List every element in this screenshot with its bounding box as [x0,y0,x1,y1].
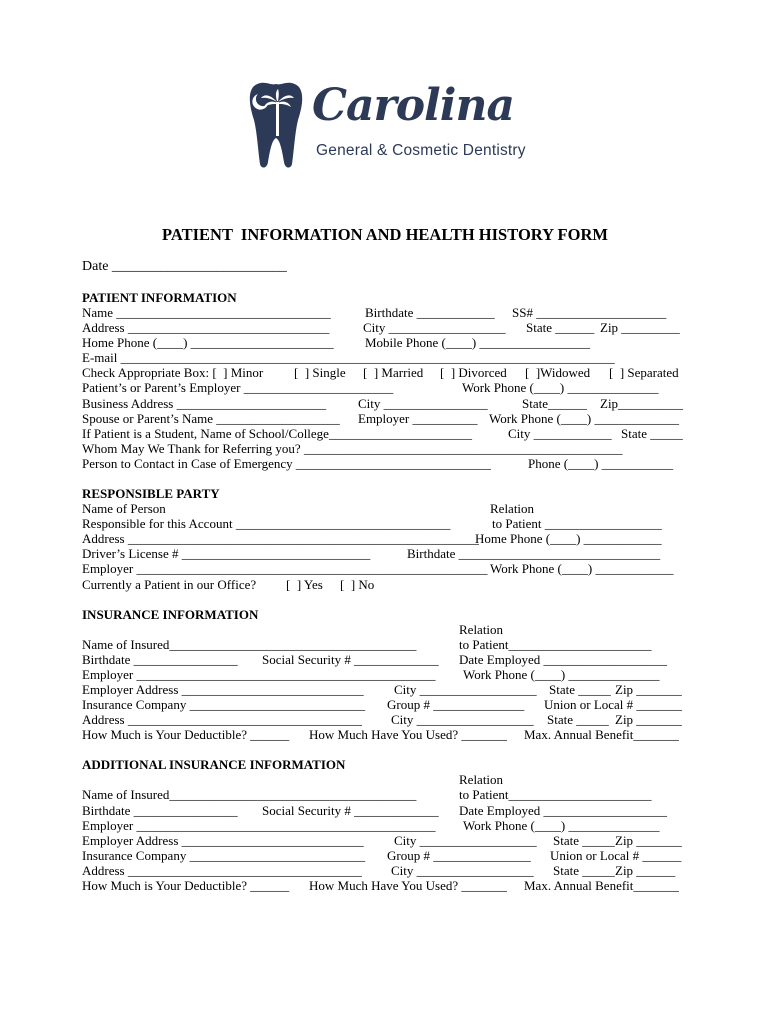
patient-section [82,305,692,471]
additional-field-city[interactable]: City __________________ [391,862,534,878]
patient-field-patient-s-or-parent-s-employer[interactable]: Patient’s or Parent’s Employer _______________________ [82,380,394,396]
patient-field-spouse-or-parent-s-name[interactable]: Spouse or Parent’s Name ___________________ [82,410,340,426]
responsible-field-birthdate[interactable]: Birthdate _______________________________ [407,546,661,562]
patient-row [82,335,692,350]
insurance-row [82,622,692,637]
patient-field-state[interactable]: State______ [522,395,587,411]
additional-field-zip[interactable]: Zip _______ [615,832,682,848]
additional-field-name-of-insured[interactable]: Name of Insured______________________________________ [82,787,417,803]
patient-field-mobile-phone[interactable]: Mobile Phone (____) _________________ [365,335,590,351]
responsible-row [82,561,692,576]
insurance-field-employer-address[interactable]: Employer Address ____________________________ [82,681,364,697]
date-field[interactable]: Date _________________________ [82,259,287,274]
responsible-section-heading: RESPONSIBLE PARTY [82,486,220,502]
responsible-section [82,501,692,592]
patient-field-business-address[interactable]: Business Address _______________________ [82,395,327,411]
responsible-field-relation: Relation [490,501,535,517]
brand-subtitle: General & Cosmetic Dentistry [316,142,526,159]
patient-row [82,441,692,456]
patient-field-birthdate[interactable]: Birthdate ____________ [365,305,495,320]
additional-field-employer[interactable]: Employer ______________________________________________ [82,817,436,833]
form-title: PATIENT INFORMATION AND HEALTH HISTORY FORM [162,225,608,244]
insurance-field-city[interactable]: City __________________ [391,712,534,728]
insurance-field-zip[interactable]: Zip _______ [615,712,682,728]
insurance-row [82,637,692,652]
additional-field-max-annual-benefit[interactable]: Max. Annual Benefit_______ [524,878,679,893]
additional-field-insurance-company[interactable]: Insurance Company ___________________________ [82,847,366,863]
additional-field-zip[interactable]: Zip ______ [615,862,676,878]
responsible-field-home-phone[interactable]: Home Phone (____) ____________ [475,531,662,547]
patient-field-work-phone[interactable]: Work Phone (____) ______________ [462,380,659,396]
responsible-field-currently-a-patient-in-our-off: Currently a Patient in our Office? [82,576,257,592]
additional-field-state[interactable]: State _____ [553,862,615,878]
additional-row [82,863,692,878]
additional-field-birthdate[interactable]: Birthdate ________________ [82,802,238,818]
form-body [82,290,692,893]
additional-section-heading: ADDITIONAL INSURANCE INFORMATION [82,757,346,773]
patient-field-state[interactable]: State _____ [621,425,683,441]
insurance-row [82,652,692,667]
additional-insurance-section [82,772,692,893]
insurance-field-to-patient[interactable]: to Patient______________________ [459,636,652,652]
additional-row [82,803,692,818]
patient-row [82,380,692,395]
insurance-field-zip[interactable]: Zip _______ [615,681,682,697]
insurance-field-relation: Relation [459,621,504,637]
additional-field-union-or-local[interactable]: Union or Local # ______ [550,847,682,863]
additional-row [82,772,692,787]
responsible-field-name-of-person: Name of Person [82,501,166,517]
responsible-field-yes[interactable]: [ ] Yes [286,576,323,592]
insurance-field-how-much-have-you-used[interactable]: How Much Have You Used? _______ [309,727,507,743]
patient-field-city[interactable]: City ____________ [508,425,612,441]
additional-field-state[interactable]: State _____ [553,832,615,848]
responsible-row [82,546,692,561]
patient-field-state[interactable]: State ______ [526,320,595,336]
patient-row [82,426,692,441]
patient-field-zip[interactable]: Zip _________ [600,320,680,336]
patient-row [82,456,692,471]
patient-field-home-phone[interactable]: Home Phone (____) ______________________ [82,335,334,351]
practice-logo [248,80,528,170]
additional-row [82,818,692,833]
insurance-field-birthdate[interactable]: Birthdate ________________ [82,651,238,667]
patient-field-widowed[interactable]: [ ]Widowed [525,365,591,381]
brand-name: Carolina [312,80,514,131]
additional-field-group[interactable]: Group # _______________ [387,847,531,863]
insurance-row [82,682,692,697]
responsible-field-address[interactable]: Address ______________________________________________________ [82,531,479,547]
patient-field-separated[interactable]: [ ] Separated [609,365,679,381]
patient-row [82,320,692,335]
additional-row [82,878,692,893]
additional-field-city[interactable]: City __________________ [394,832,537,848]
additional-field-date-employed[interactable]: Date Employed ___________________ [459,802,667,818]
patient-field-e-mail[interactable]: E-mail ____________________________________________________________________________ [82,350,615,366]
responsible-row [82,516,692,531]
patient-field-work-phone[interactable]: Work Phone (____) _____________ [489,410,679,426]
patient-field-single[interactable]: [ ] Single [294,365,346,381]
additional-row [82,848,692,863]
responsible-row [82,531,692,546]
additional-field-how-much-is-your-deductible[interactable]: How Much is Your Deductible? ______ [82,878,290,893]
patient-row [82,396,692,411]
patient-field-whom-may-we-thank-for-referrin[interactable]: Whom May We Thank for Referring you? _________________________________________________ [82,440,623,456]
additional-field-relation: Relation [459,772,504,788]
insurance-section-heading: INSURANCE INFORMATION [82,606,259,622]
responsible-field-driver-s-license[interactable]: Driver’s License # _____________________________ [82,546,371,562]
patient-section-heading: PATIENT INFORMATION [82,290,237,305]
patient-row [82,350,692,365]
responsible-field-responsible-for-this-account[interactable]: Responsible for this Account _________________________________ [82,516,451,532]
patient-field-address[interactable]: Address _______________________________ [82,320,330,336]
insurance-field-max-annual-benefit[interactable]: Max. Annual Benefit_______ [524,727,679,743]
additional-field-how-much-have-you-used[interactable]: How Much Have You Used? _______ [309,878,507,893]
patient-row [82,305,692,320]
insurance-field-address[interactable]: Address ____________________________________ [82,712,362,728]
patient-field-phone[interactable]: Phone (____) ___________ [528,455,674,471]
patient-field-ss[interactable]: SS# ____________________ [512,305,667,320]
insurance-field-insurance-company[interactable]: Insurance Company ___________________________ [82,697,366,713]
responsible-field-employer[interactable]: Employer ______________________________________________________ [82,561,488,577]
responsible-field-to-patient[interactable]: to Patient __________________ [492,516,662,532]
insurance-field-date-employed[interactable]: Date Employed ___________________ [459,651,667,667]
patient-field-zip[interactable]: Zip__________ [600,395,684,411]
additional-field-work-phone[interactable]: Work Phone (____) ______________ [463,817,660,833]
tooth-palmetto-icon [248,80,304,170]
insurance-row [82,667,692,682]
insurance-row [82,727,692,742]
insurance-field-employer[interactable]: Employer ______________________________________________ [82,666,436,682]
patient-row [82,365,692,380]
insurance-field-state[interactable]: State _____ [549,681,611,697]
insurance-field-social-security[interactable]: Social Security # _____________ [262,651,439,667]
patient-field-divorced[interactable]: [ ] Divorced [440,365,507,381]
insurance-row [82,697,692,712]
insurance-field-name-of-insured[interactable]: Name of Insured______________________________________ [82,636,417,652]
patient-field-if-patient-is-a-student-name-o[interactable]: If Patient is a Student, Name of School/College______________________ [82,425,472,441]
additional-field-employer-address[interactable]: Employer Address ____________________________ [82,832,364,848]
insurance-field-state[interactable]: State _____ [547,712,609,728]
insurance-section [82,622,692,743]
insurance-row [82,712,692,727]
patient-field-city[interactable]: City ________________ [358,395,488,411]
patient-field-married[interactable]: [ ] Married [363,365,424,381]
patient-field-person-to-contact-in-case-of-e[interactable]: Person to Contact in Case of Emergency ______________________________ [82,455,491,471]
responsible-row [82,501,692,516]
patient-row [82,411,692,426]
insurance-field-city[interactable]: City __________________ [394,681,537,697]
responsible-row [82,577,692,592]
insurance-field-group[interactable]: Group # ______________ [387,697,525,713]
additional-row [82,833,692,848]
insurance-field-work-phone[interactable]: Work Phone (____) ______________ [463,666,660,682]
responsible-field-no[interactable]: [ ] No [340,576,375,592]
responsible-field-work-phone[interactable]: Work Phone (____) ____________ [490,561,674,577]
additional-field-to-patient[interactable]: to Patient______________________ [459,787,652,803]
insurance-field-how-much-is-your-deductible[interactable]: How Much is Your Deductible? ______ [82,727,290,743]
patient-field-city[interactable]: City __________________ [363,320,506,336]
insurance-field-union-or-local[interactable]: Union or Local # _______ [544,697,682,713]
patient-field-employer[interactable]: Employer __________ [358,410,478,426]
additional-row [82,787,692,802]
additional-field-social-security[interactable]: Social Security # _____________ [262,802,439,818]
patient-field-check-appropriate-box-minor[interactable]: Check Appropriate Box: [ ] Minor [82,365,264,381]
additional-field-address[interactable]: Address ____________________________________ [82,862,362,878]
patient-field-name[interactable]: Name _________________________________ [82,305,331,320]
